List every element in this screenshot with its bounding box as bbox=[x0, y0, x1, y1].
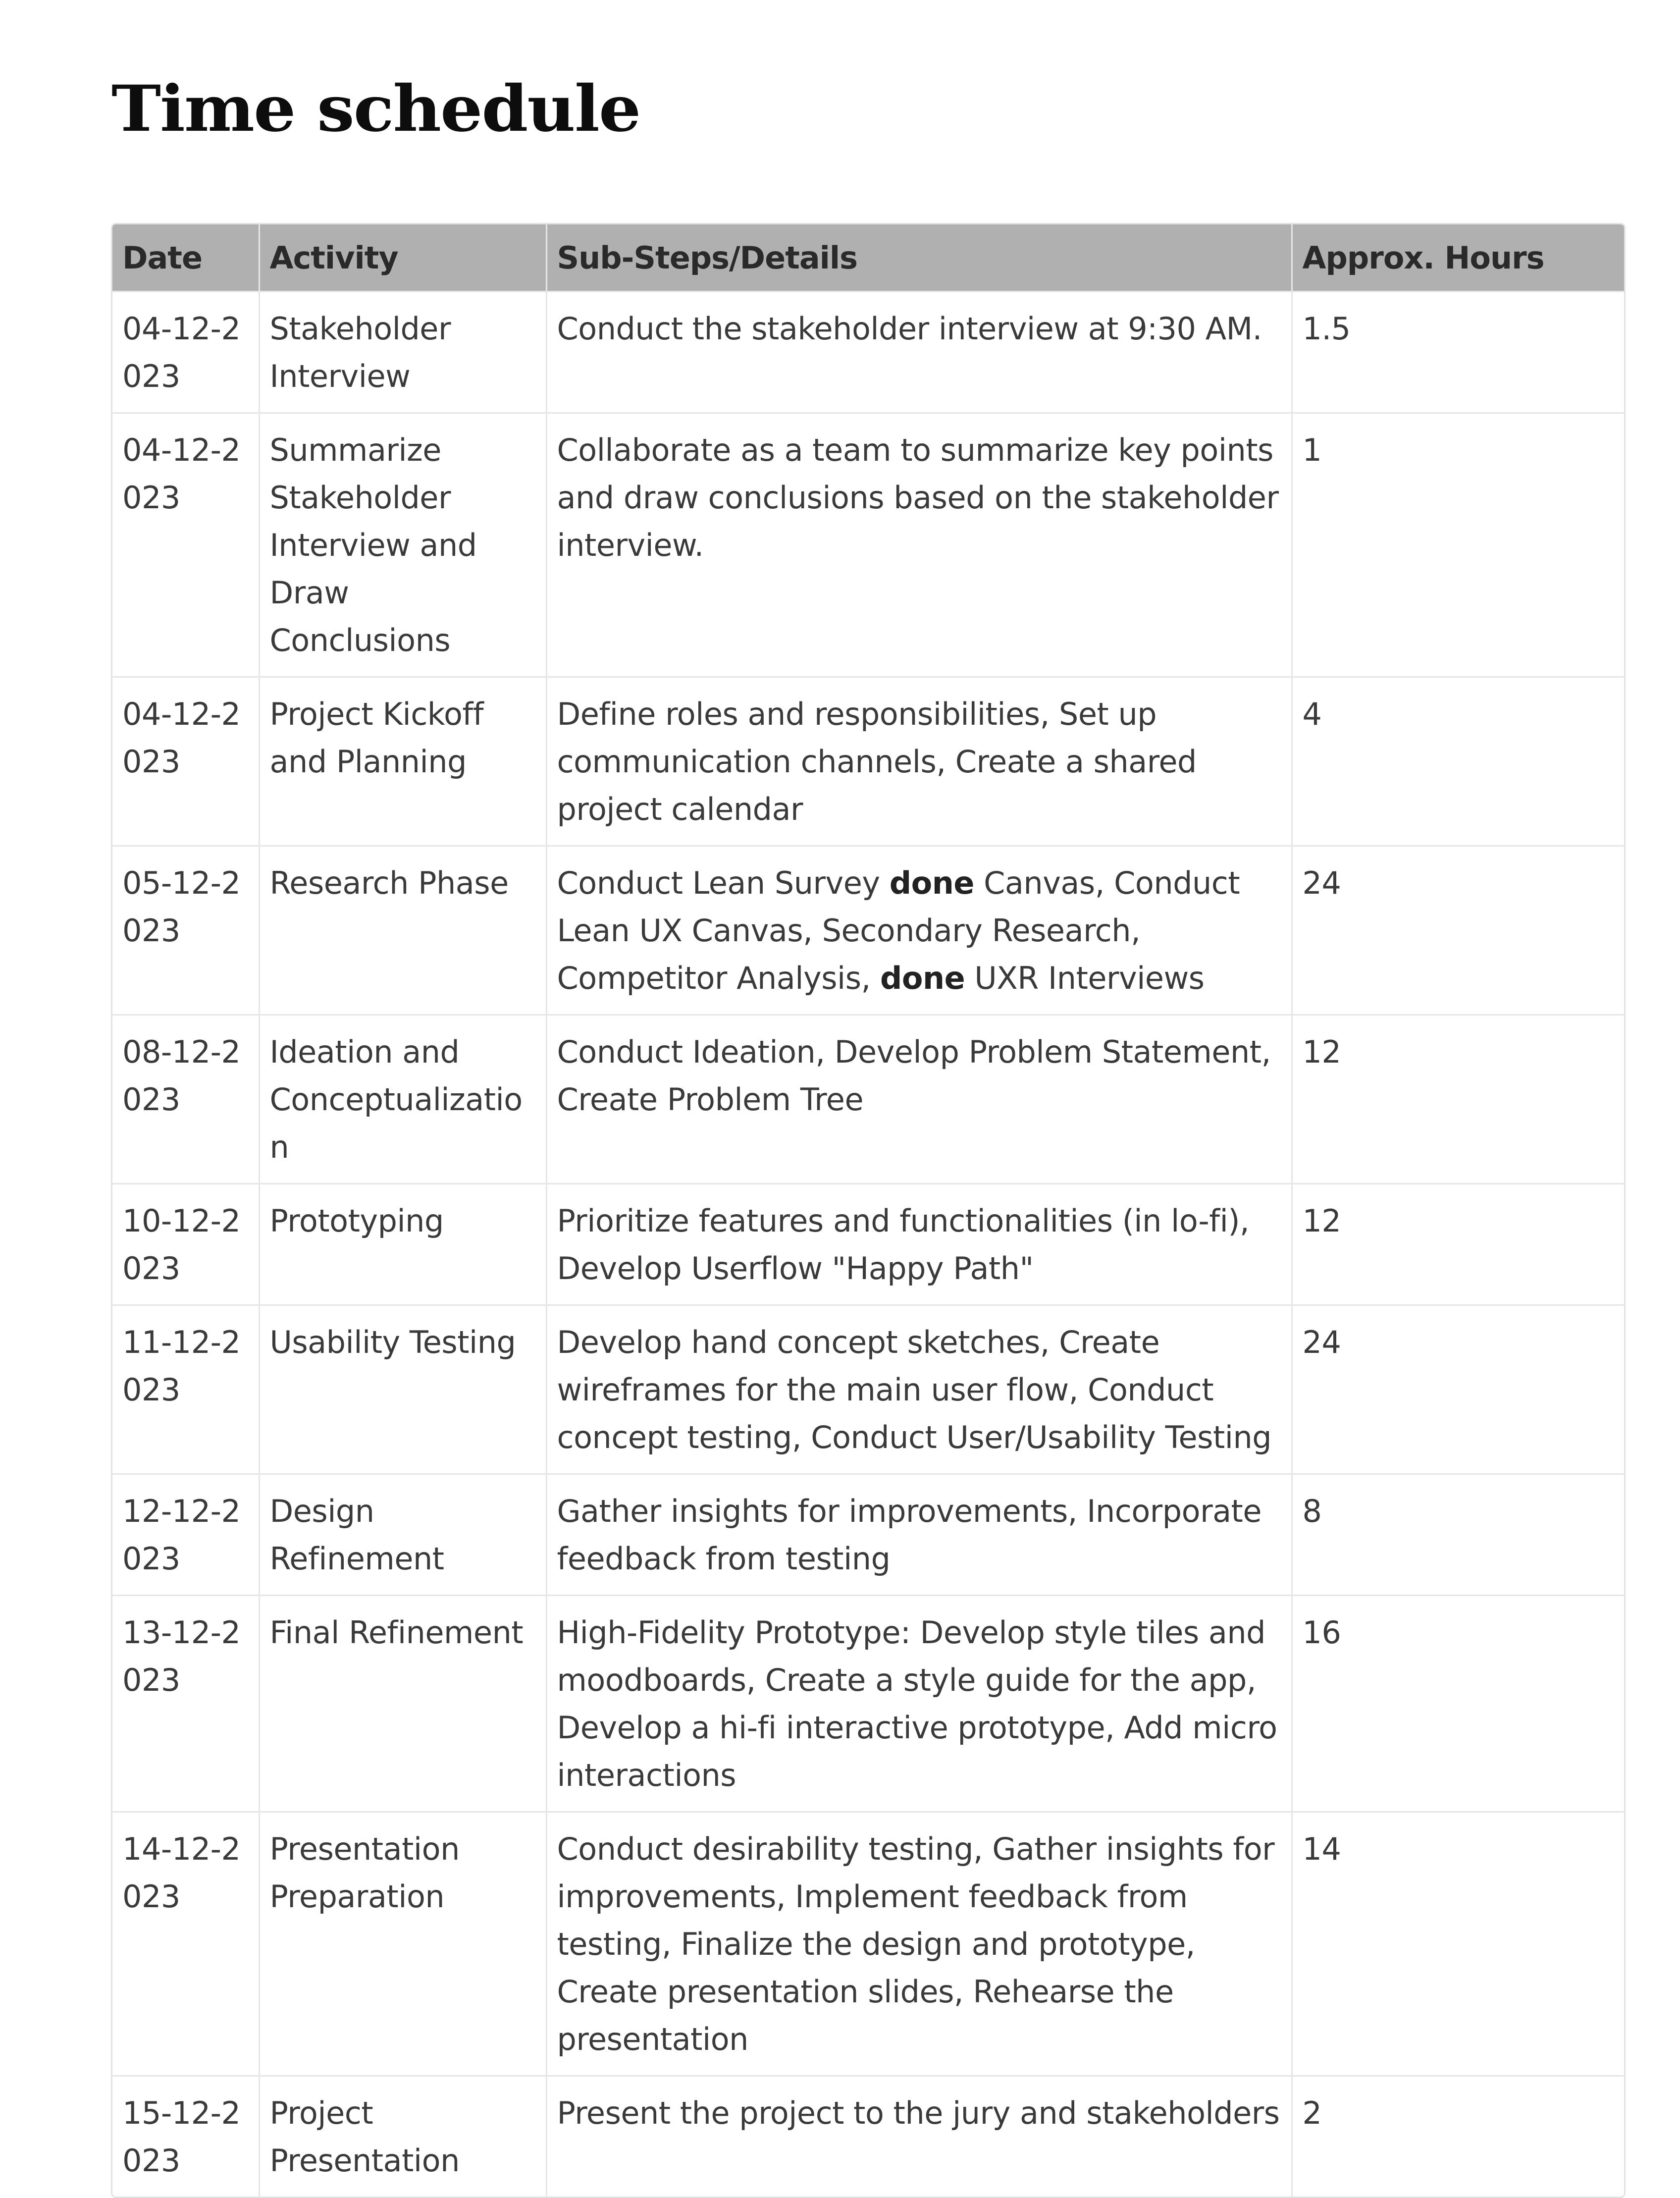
cell-activity: Research Phase bbox=[259, 846, 546, 1015]
cell-hours: 12 bbox=[1292, 1184, 1624, 1305]
cell-hours: 12 bbox=[1292, 1015, 1624, 1184]
cell-hours: 1.5 bbox=[1292, 292, 1624, 413]
cell-details bbox=[546, 413, 1292, 677]
page-title: Time schedule bbox=[111, 72, 640, 146]
cell-details bbox=[546, 846, 1292, 1015]
cell-activity: Summarize Stakeholder Interview and Draw Conclusions bbox=[259, 413, 546, 677]
cell-date: 04-12-2023 bbox=[112, 413, 259, 677]
schedule-table bbox=[112, 224, 1624, 2197]
detail-text: Canvas, Conduct Lean UX Canvas, Secondary Research, Competitor Analysis, bbox=[557, 865, 1240, 996]
cell-activity: Design Refinement bbox=[259, 1474, 546, 1596]
detail-text: Gather insights for improvements, Incorporate feedback from testing bbox=[557, 1493, 1262, 1577]
cell-activity: Final Refinement bbox=[259, 1596, 546, 1812]
cell-activity: Prototyping bbox=[259, 1184, 546, 1305]
cell-details bbox=[546, 1305, 1292, 1474]
cell-activity: Stakeholder Interview bbox=[259, 292, 546, 413]
table-row bbox=[112, 292, 1624, 413]
cell-date: 12-12-2023 bbox=[112, 1474, 259, 1596]
cell-date: 13-12-2023 bbox=[112, 1596, 259, 1812]
cell-details bbox=[546, 1015, 1292, 1184]
cell-hours: 24 bbox=[1292, 846, 1624, 1015]
header-activity: Activity bbox=[259, 224, 546, 292]
table-row bbox=[112, 1015, 1624, 1184]
cell-hours: 16 bbox=[1292, 1596, 1624, 1812]
cell-date: 10-12-2023 bbox=[112, 1184, 259, 1305]
cell-date: 08-12-2023 bbox=[112, 1015, 259, 1184]
cell-activity: Project Presentation bbox=[259, 2076, 546, 2197]
detail-text: Define roles and responsibilities, Set up communication channels, Create a shared project calendar bbox=[557, 696, 1197, 827]
table-row bbox=[112, 1305, 1624, 1474]
table-row bbox=[112, 846, 1624, 1015]
cell-details bbox=[546, 1474, 1292, 1596]
cell-hours: 8 bbox=[1292, 1474, 1624, 1596]
detail-bold-text: done bbox=[889, 865, 974, 901]
header-hours: Approx. Hours bbox=[1292, 224, 1624, 292]
cell-details bbox=[546, 2076, 1292, 2197]
cell-details bbox=[546, 1184, 1292, 1305]
table-row bbox=[112, 677, 1624, 846]
cell-hours: 1 bbox=[1292, 413, 1624, 677]
detail-text: Conduct Lean Survey bbox=[557, 865, 890, 901]
detail-text: High-Fidelity Prototype: Develop style tiles and moodboards, Create a style guide for the app, Develop a hi-fi interactive prototype, Add micro interactions bbox=[557, 1614, 1277, 1793]
detail-text: Prioritize features and functionalities (in lo-fi), Develop Userflow "Happy Path" bbox=[557, 1203, 1250, 1287]
header-details: Sub-Steps/Details bbox=[546, 224, 1292, 292]
cell-details bbox=[546, 1812, 1292, 2076]
cell-hours: 24 bbox=[1292, 1305, 1624, 1474]
table-header bbox=[112, 224, 1624, 292]
cell-date: 11-12-2023 bbox=[112, 1305, 259, 1474]
cell-date: 14-12-2023 bbox=[112, 1812, 259, 2076]
cell-hours: 14 bbox=[1292, 1812, 1624, 2076]
table-row bbox=[112, 1812, 1624, 2076]
schedule-table-container bbox=[111, 223, 1626, 2198]
table-row bbox=[112, 1474, 1624, 1596]
header-row bbox=[112, 224, 1624, 292]
table-row bbox=[112, 1184, 1624, 1305]
detail-text: Present the project to the jury and stakeholders bbox=[557, 2095, 1280, 2131]
header-date: Date bbox=[112, 224, 259, 292]
table-row bbox=[112, 2076, 1624, 2197]
detail-text: Conduct Ideation, Develop Problem Statement, Create Problem Tree bbox=[557, 1034, 1271, 1118]
detail-text: Collaborate as a team to summarize key points and draw conclusions based on the stakeholder interview. bbox=[557, 432, 1279, 563]
cell-details bbox=[546, 292, 1292, 413]
table-row bbox=[112, 413, 1624, 677]
cell-details bbox=[546, 677, 1292, 846]
detail-text: Conduct the stakeholder interview at 9:30 AM. bbox=[557, 311, 1262, 347]
cell-activity: Presentation Preparation bbox=[259, 1812, 546, 2076]
detail-text: UXR Interviews bbox=[965, 960, 1205, 996]
detail-bold-text: done bbox=[880, 960, 965, 996]
cell-activity: Project Kickoff and Planning bbox=[259, 677, 546, 846]
table-row bbox=[112, 1596, 1624, 1812]
cell-activity: Ideation and Conceptualization bbox=[259, 1015, 546, 1184]
detail-text: Develop hand concept sketches, Create wireframes for the main user flow, Conduct concept testing, Conduct User/Usability Testing bbox=[557, 1324, 1272, 1455]
cell-activity: Usability Testing bbox=[259, 1305, 546, 1474]
detail-text: Conduct desirability testing, Gather insights for improvements, Implement feedback from testing, Finalize the design and prototype, Create presentation slides, Rehearse the presentation bbox=[557, 1831, 1275, 2057]
cell-date: 04-12-2023 bbox=[112, 677, 259, 846]
cell-details bbox=[546, 1596, 1292, 1812]
cell-date: 05-12-2023 bbox=[112, 846, 259, 1015]
cell-hours: 4 bbox=[1292, 677, 1624, 846]
table-body bbox=[112, 292, 1624, 2197]
cell-date: 04-12-2023 bbox=[112, 292, 259, 413]
cell-date: 15-12-2023 bbox=[112, 2076, 259, 2197]
cell-hours: 2 bbox=[1292, 2076, 1624, 2197]
